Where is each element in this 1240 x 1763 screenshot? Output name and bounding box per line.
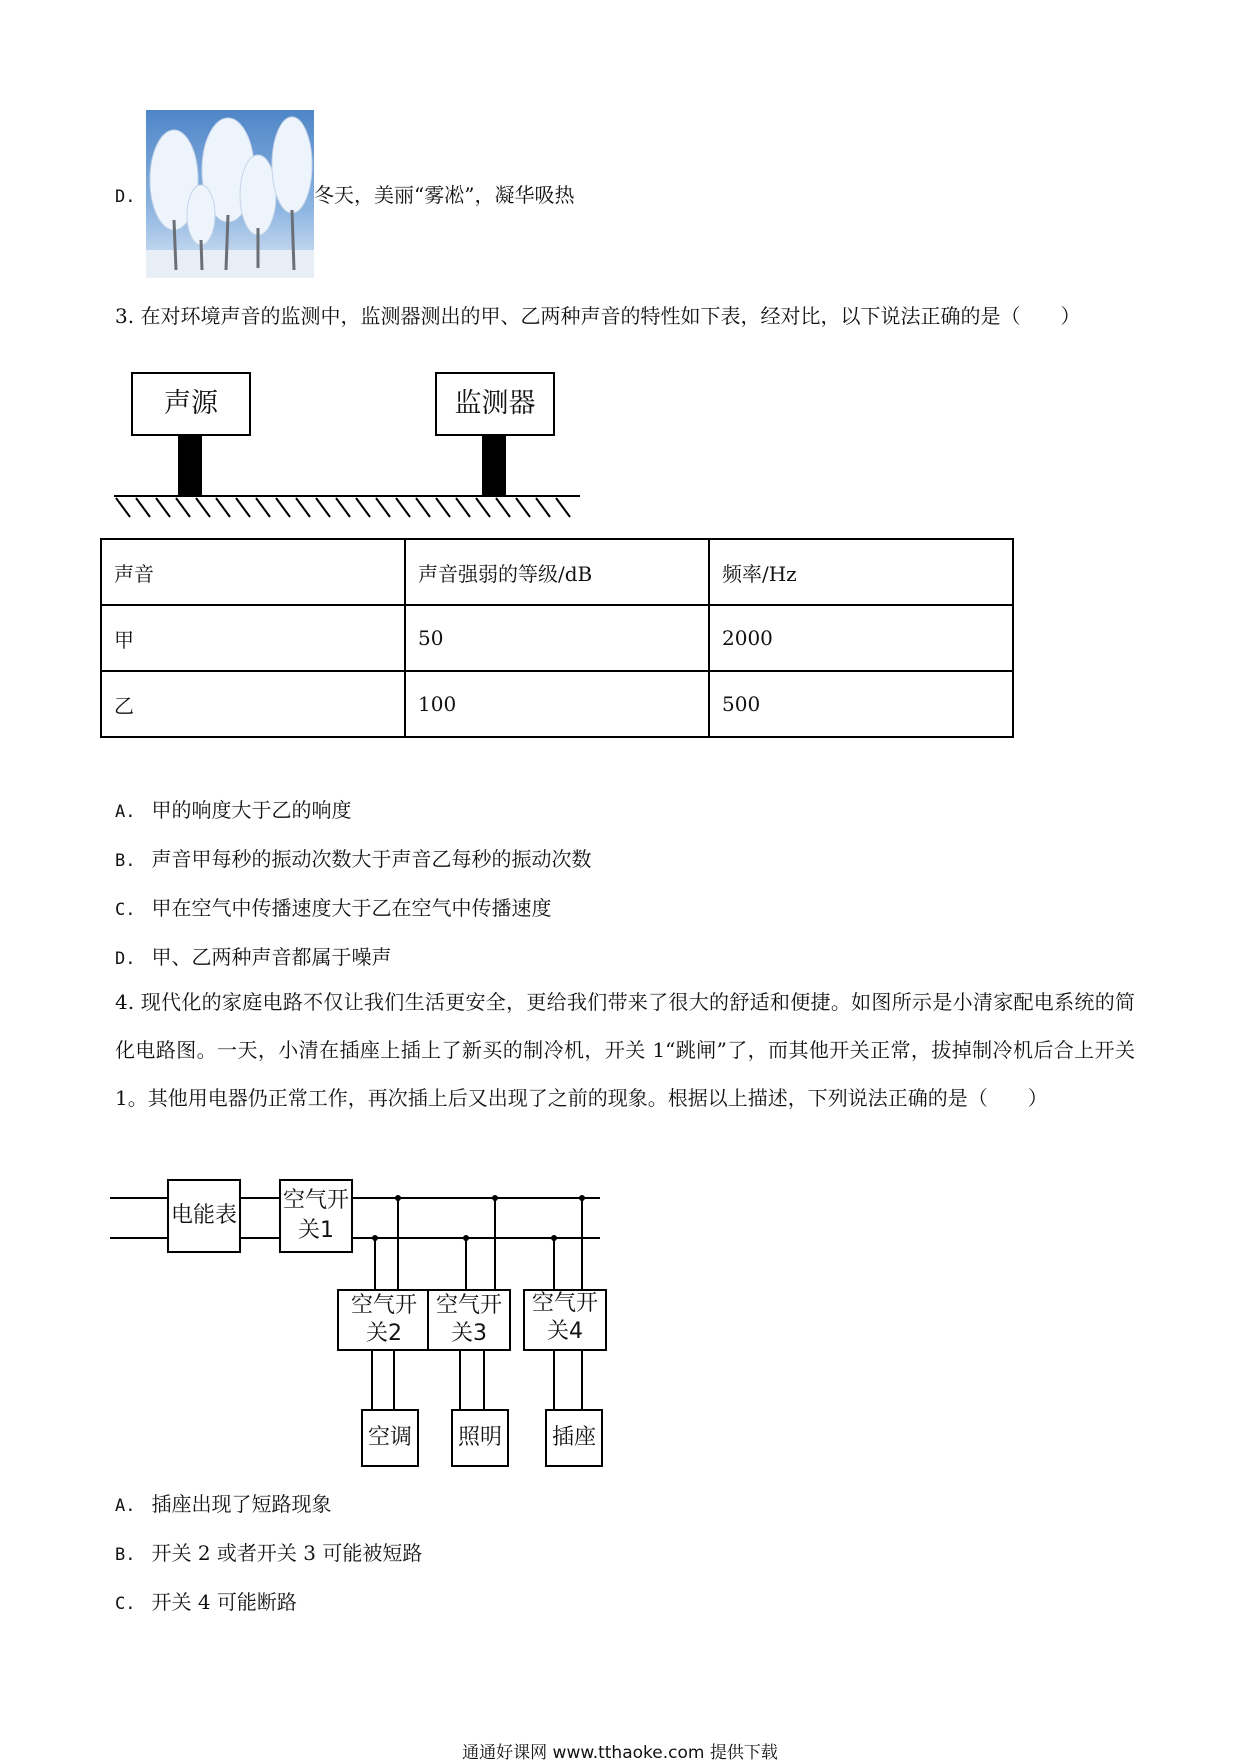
meter-label: 电能表 xyxy=(170,1203,237,1228)
q3-option-d xyxy=(115,943,391,973)
load-lighting: 照明 xyxy=(457,1425,502,1450)
q4-question: 4. 现代化的家庭电路不仅让我们生活更安全，更给我们带来了很大的舒适和便捷。如图所示是小清家配电系统的简化电路图。一天，小清在插座上插上了新买的制冷机，开关 1“跳闸”了，而其他开关正常，拔掉制冷机后合上开关 1。其他用电器仍正常工作，再次插上后又出现了之前的现象。根据以上描述，下列说法正确的是（ ） xyxy=(115,990,1135,1110)
sound-data-table xyxy=(100,538,1014,738)
q3-question: 3. 在对环境声音的监测中，监测器测出的甲、乙两种声音的特性如下表，经对比，以下说法正确的是（ ） xyxy=(115,304,1081,328)
monitor-label: 监测器 xyxy=(454,388,536,419)
load-air-conditioner: 空调 xyxy=(367,1425,412,1450)
table-header: 声音强弱的等级/dB xyxy=(405,539,709,605)
switch2-line1: 空气开 xyxy=(350,1293,417,1318)
switch1-line2: 关1 xyxy=(298,1218,334,1243)
option-letter: A. xyxy=(115,1496,136,1516)
table-header-row xyxy=(101,539,1013,605)
table-cell: 甲 xyxy=(101,605,405,671)
table-cell: 2000 xyxy=(709,605,1013,671)
q2-option-d-text: 冬天，美丽“雾凇”，凝华吸热 xyxy=(314,183,575,207)
page-footer: 通通好课网 www.tthaoke.com 提供下载 xyxy=(462,1743,778,1763)
option-letter: B. xyxy=(115,1545,136,1565)
table-header: 频率/Hz xyxy=(709,539,1013,605)
q4-option-c xyxy=(115,1588,297,1618)
option-text: 甲在空气中传播速度大于乙在空气中传播速度 xyxy=(151,896,552,920)
switch1-label xyxy=(280,1186,352,1246)
option-text: 甲、乙两种声音都属于噪声 xyxy=(151,945,392,969)
switch2-label xyxy=(338,1292,430,1348)
option-letter: C. xyxy=(115,900,136,920)
sound-source-label: 声源 xyxy=(164,388,218,419)
table-cell: 500 xyxy=(709,671,1013,737)
table-cell: 100 xyxy=(405,671,709,737)
option-letter: D. xyxy=(115,949,136,969)
switch3-line1: 空气开 xyxy=(435,1293,502,1318)
q3-option-a xyxy=(115,796,351,826)
q3-option-c xyxy=(115,894,551,924)
option-text: 插座出现了短路现象 xyxy=(151,1492,332,1516)
option-text: 开关 4 可能断路 xyxy=(151,1590,297,1614)
switch4-label xyxy=(524,1290,606,1346)
table-row xyxy=(101,605,1013,671)
switch4-line1: 空气开 xyxy=(531,1291,598,1316)
table-header: 声音 xyxy=(101,539,405,605)
option-letter: D. xyxy=(115,187,136,207)
q3-option-b xyxy=(115,845,591,875)
q4-option-b xyxy=(115,1539,422,1569)
table-row xyxy=(101,671,1013,737)
option-text: 声音甲每秒的振动次数大于声音乙每秒的振动次数 xyxy=(151,847,592,871)
option-letter: C. xyxy=(115,1594,136,1614)
q4-option-a xyxy=(115,1490,331,1520)
switch3-line2: 关3 xyxy=(451,1321,487,1346)
table-cell: 乙 xyxy=(101,671,405,737)
rime-trees-photo xyxy=(146,110,314,278)
option-text: 开关 2 或者开关 3 可能被短路 xyxy=(151,1541,423,1565)
switch1-line1: 空气开 xyxy=(282,1188,349,1213)
option-letter: B. xyxy=(115,851,136,871)
table-cell: 50 xyxy=(405,605,709,671)
option-letter: A. xyxy=(115,802,136,822)
switch4-line2: 关4 xyxy=(547,1319,583,1344)
switch2-line2: 关2 xyxy=(366,1321,402,1346)
switch3-label xyxy=(428,1292,510,1348)
option-text: 甲的响度大于乙的响度 xyxy=(151,798,352,822)
load-socket: 插座 xyxy=(551,1425,596,1450)
